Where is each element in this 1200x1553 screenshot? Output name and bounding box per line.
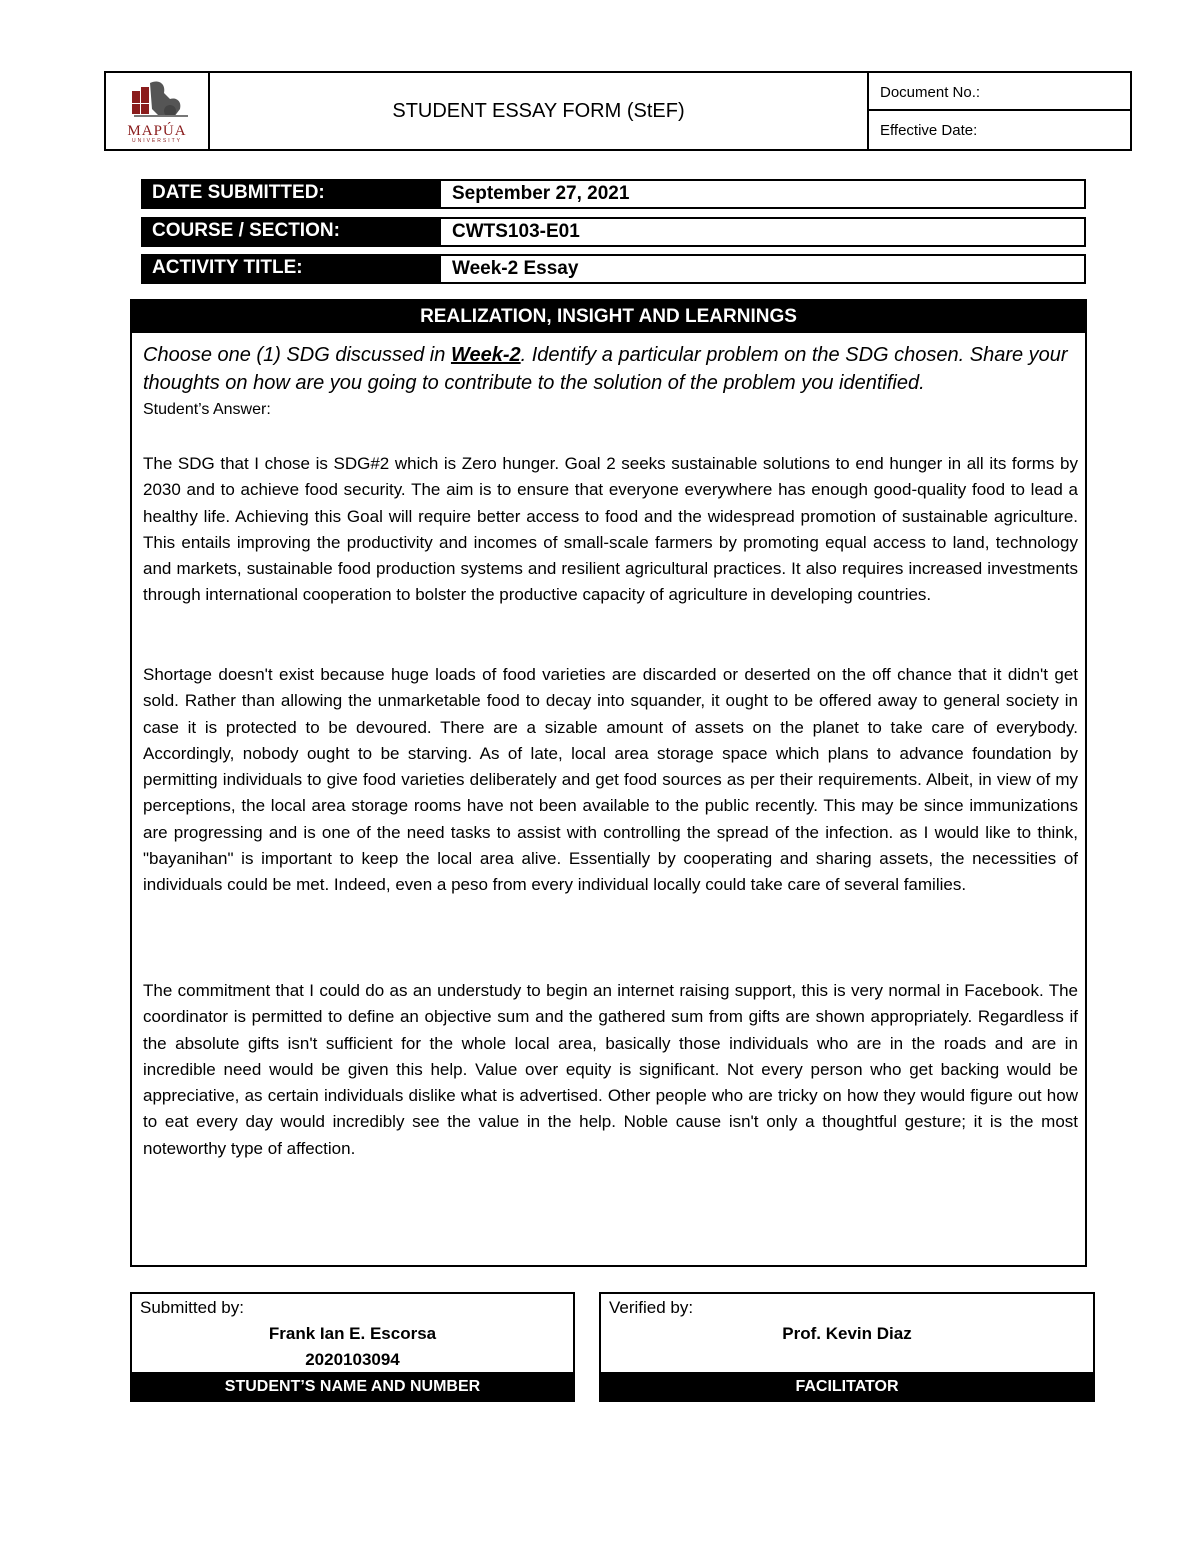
facilitator-bar: FACILITATOR [599, 1374, 1095, 1402]
essay-paragraph-3: The commitment that I could do as an understudy to begin an internet raising support, this is very normal in Facebook. The coordinator is permitted to define an objective sum and the gathered sum from gifts are shown appropriately. Regardless if the absolute gifts isn't sufficient for the whole local area, basically those individuals who are in the roads and are in incredible need would be given this help. Value over equity is significant. Not every person who get backing would be appreciative, as certain individuals dislike what is advertised. Other people who are tricky on how they would figure out how to eat every day would incredibly see the value in the help. Noble cause isn't only a thoughtful gesture; it is the most noteworthy type of affection. [143, 981, 1078, 1158]
activity-title-label: ACTIVITY TITLE: [141, 254, 439, 284]
prompt-part-1: Choose one (1) SDG discussed in [143, 344, 451, 366]
verified-by-box [599, 1292, 1095, 1402]
student-number: 2020103094 [305, 1350, 400, 1369]
submitted-by-box [130, 1292, 575, 1402]
date-submitted-label: DATE SUBMITTED: [141, 179, 439, 209]
answer-label: Student’s Answer: [143, 401, 271, 418]
essay-heading: REALIZATION, INSIGHT AND LEARNINGS [132, 301, 1085, 333]
form-title: STUDENT ESSAY FORM (StEF) [210, 73, 869, 149]
activity-title-value: Week-2 Essay [439, 254, 1086, 284]
facilitator-name: Prof. Kevin Diaz [782, 1324, 912, 1343]
essay-section [130, 299, 1087, 1267]
logo-cell [106, 73, 210, 149]
prompt-week: Week-2 [450, 344, 521, 366]
submitted-by-label: Submitted by: [140, 1298, 244, 1317]
logo-subtext: UNIVERSITY [131, 138, 182, 144]
logo-text: MAPÚA [127, 123, 187, 139]
essay-prompt [143, 341, 1078, 397]
effective-date-label: Effective Date: [880, 122, 978, 139]
verified-by-label: Verified by: [609, 1298, 694, 1317]
student-name-number-bar: STUDENT’S NAME AND NUMBER [130, 1374, 575, 1402]
essay-paragraph-2: Shortage doesn't exist because huge loads of food varieties are discarded or deserted on the off chance that it didn't get sold. Rather than allowing the unmarketable food to decay into squander, it ought to be offered away to general society in case it is protected to be devoured. There are a sizable amount of assets on the planet to take care of everybody. Accordingly, nobody ought to be starving. As of late, local area storage space which plans to advance foundation by permitting individuals to give food varieties deliberately and get food sources as per their requirements. Albeit, in view of my perceptions, the local area storage rooms have not been available to the public recently. This may be since immunizations are progressing and is one of the need tasks to assist with controlling the spread of the infection. as I would like to think, "bayanihan" is important to keep the local area alive. Essentially by cooperating and sharing assets, the necessities of individuals could be met. Indeed, even a peso from every individual locally could take care of several families. [143, 665, 1078, 895]
document-no-label: Document No.: [869, 73, 1130, 111]
course-section-label: COURSE / SECTION: [141, 217, 439, 247]
document-header [104, 71, 1132, 151]
course-section-value: CWTS103-E01 [439, 217, 1086, 247]
date-submitted-value: September 27, 2021 [439, 179, 1086, 209]
student-name: Frank Ian E. Escorsa [268, 1324, 437, 1343]
essay-paragraph-1: The SDG that I chose is SDG#2 which is Zero hunger. Goal 2 seeks sustainable solutions to end hunger in all its forms by 2030 and to achieve food security. The aim is to ensure that everyone everywhere has enough good-quality food to lead a healthy life. Achieving this Goal will require better access to food and the widespread promotion of sustainable agriculture. This entails improving the productivity and incomes of small-scale farmers by promoting equal access to land, technology and markets, sustainable food production systems and resilient agricultural practices. It also requires increased investments through international cooperation to bolster the productive capacity of agriculture in developing countries. [143, 454, 1078, 605]
prompt-part-2: . Identify a particular problem on the SDG chosen. Share your thoughts on how are you going to contribute to the solution of the problem you identified. [143, 344, 1068, 394]
